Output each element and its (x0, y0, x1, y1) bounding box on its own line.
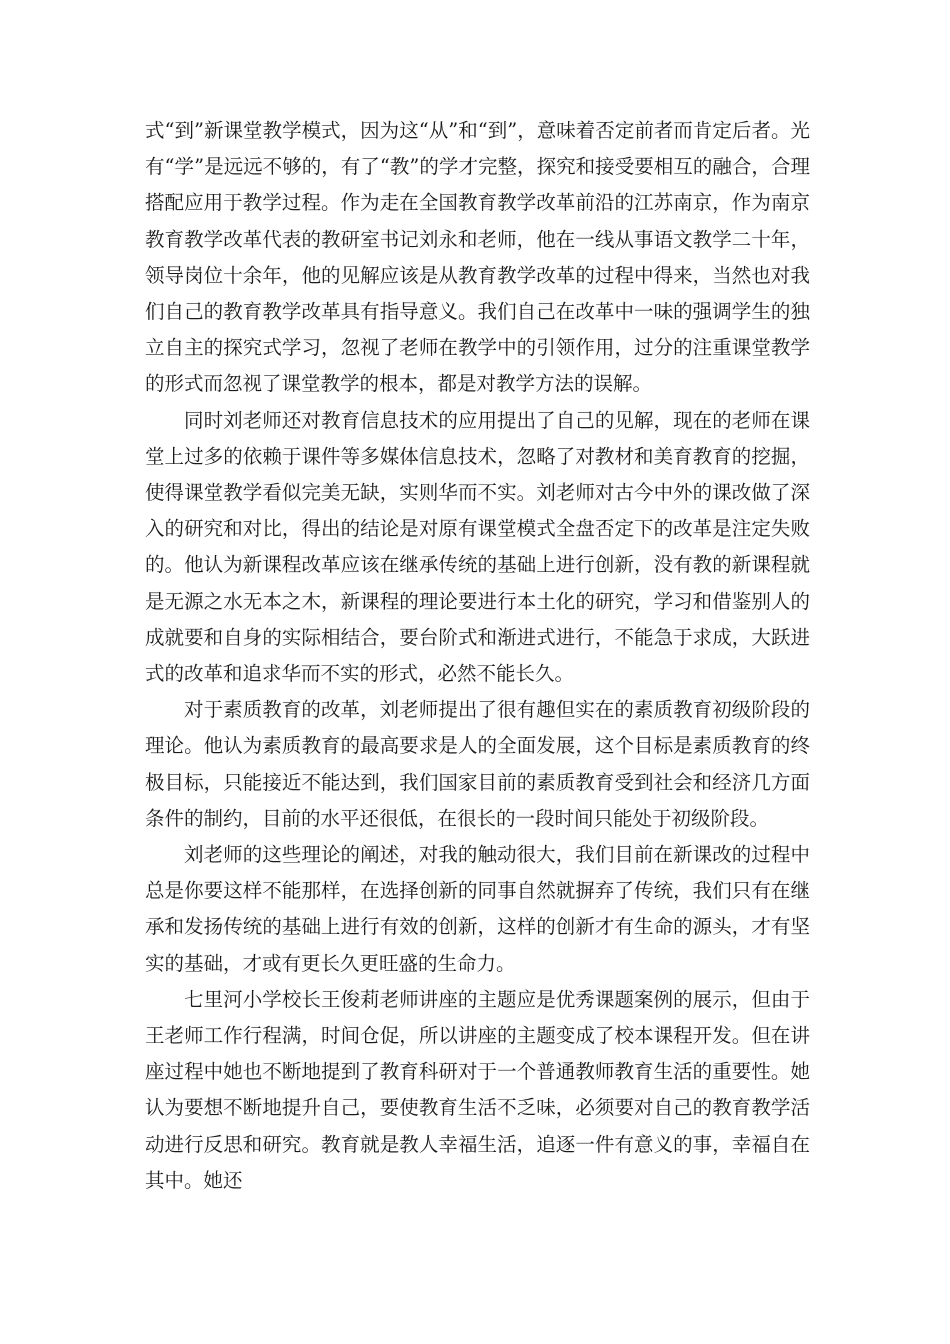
paragraph-1: 式“到”新课堂教学模式，因为这“从”和“到”，意味着否定前者而肯定后者。光有“学”是远远不够的，有了“教”的学才完整，探究和接受要相互的融合，合理搭配应用于教学过程。作为走在全国教育教学改革前沿的江苏南京，作为南京教育教学改革代表的教研室书记刘永和老师，他在一线从事语文教学二十年，领导岗位十余年，他的见解应该是从教育教学改革的过程中得来，当然也对我们自己的教育教学改革具有指导意义。我们自己在改革中一味的强调学生的独立自主的探究式学习，忽视了老师在教学中的引领作用，过分的注重课堂教学的形式而忽视了课堂教学的根本，都是对教学方法的误解。 (145, 119, 810, 396)
paragraph-5: 七里河小学校长王俊莉老师讲座的主题应是优秀课题案例的展示，但由于王老师工作行程满，时间仓促，所以讲座的主题变成了校本课程开发。但在讲座过程中她也不断地提到了教育科研对于一个普通教师教育生活的重要性。她认为要想不断地提升自己，要使教育生活不乏味，必须要对自己的教育教学活动进行反思和研究。教育就是教人幸福生活，追逐一件有意义的事，幸福自在其中。她还 (145, 987, 810, 1192)
body-text (145, 113, 810, 1199)
paragraph-4: 刘老师的这些理论的阐述，对我的触动很大，我们目前在新课改的过程中总是你要这样不能那样，在选择创新的同事自然就摒弃了传统，我们只有在继承和发扬传统的基础上进行有效的创新，这样的创新才有生命的源头，才有坚实的基础，才或有更长久更旺盛的生命力。 (145, 843, 810, 975)
paragraph-3: 对于素质教育的改革，刘老师提出了很有趣但实在的素质教育初级阶段的理论。他认为素质教育的最高要求是人的全面发展，这个目标是素质教育的终极目标，只能接近不能达到，我们国家目前的素质教育受到社会和经济几方面条件的制约，目前的水平还很低，在很长的一段时间只能处于初级阶段。 (145, 698, 810, 830)
paragraph-2: 同时刘老师还对教育信息技术的应用提出了自己的见解，现在的老师在课堂上过多的依赖于课件等多媒体信息技术，忽略了对教材和美育教育的挖掘，使得课堂教学看似完美无缺，实则华而不实。刘老师对古今中外的课改做了深入的研究和对比，得出的结论是对原有课堂模式全盘否定下的改革是注定失败的。他认为新课程改革应该在继承传统的基础上进行创新，没有教的新课程就是无源之水无本之木，新课程的理论要进行本土化的研究，学习和借鉴别人的成就要和自身的实际相结合，要台阶式和渐进式进行，不能急于求成，大跃进式的改革和追求华而不实的形式，必然不能长久。 (145, 408, 810, 686)
